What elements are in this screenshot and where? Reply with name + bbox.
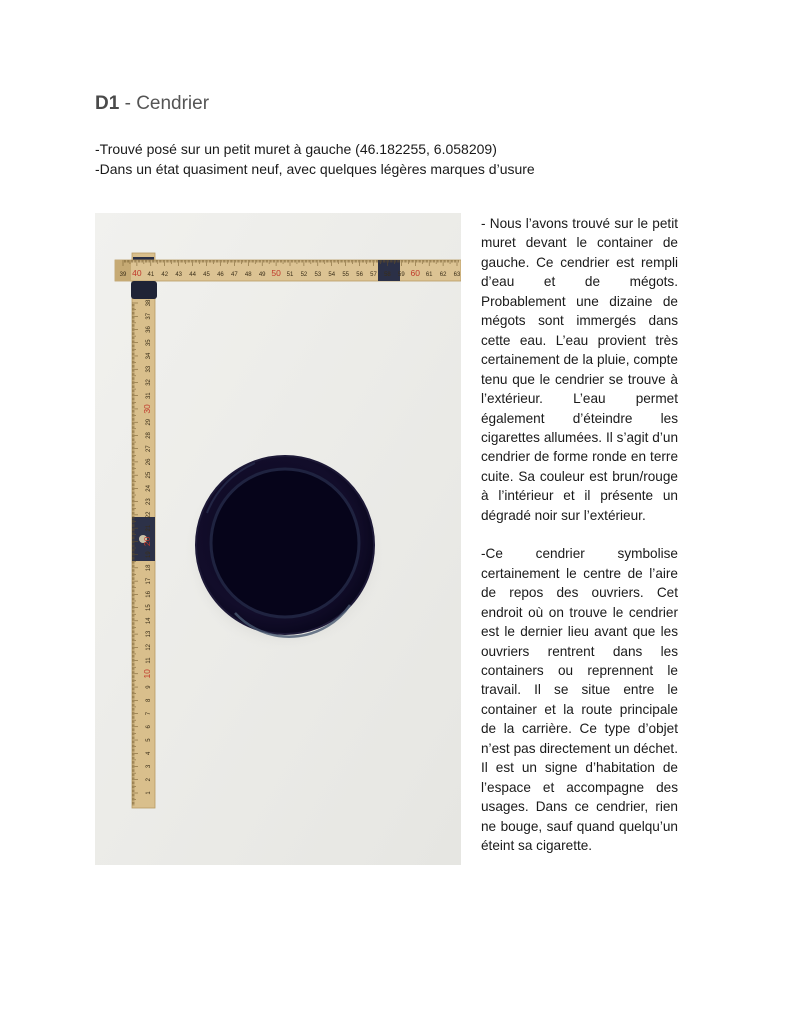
ruler-corner-clip [131, 281, 157, 299]
ruler-label: 44 [189, 272, 196, 278]
ruler-label: 60 [410, 268, 420, 278]
ruler-label: 33 [146, 365, 152, 373]
ruler-label: 18 [146, 564, 152, 572]
ruler-label: 50 [271, 268, 281, 278]
ruler-label: 6 [146, 725, 152, 729]
ruler-label: 36 [146, 326, 152, 333]
ruler-label: 54 [328, 272, 336, 278]
ruler-label: 48 [244, 272, 252, 278]
ruler-label: 46 [217, 272, 224, 278]
ashtray-photo [95, 213, 461, 865]
ruler-label: 16 [146, 591, 152, 598]
ruler-label: 45 [203, 272, 210, 278]
ruler-label: 4 [146, 751, 152, 755]
ruler-label: 41 [147, 272, 155, 278]
ruler-label: 55 [342, 272, 350, 278]
ruler-label: 31 [146, 392, 152, 400]
ruler-label: 43 [175, 272, 183, 278]
ruler-label: 9 [146, 685, 152, 689]
ruler-label: 42 [161, 272, 169, 278]
ruler-label: 61 [425, 272, 433, 278]
ruler-label: 23 [146, 498, 152, 505]
ruler-label: 34 [146, 352, 152, 360]
ruler-label: 53 [314, 272, 322, 278]
ruler-label: 63 [453, 272, 461, 278]
ruler-label: 52 [300, 272, 308, 278]
ruler-label: 13 [146, 630, 152, 638]
ruler-label: 10 [142, 669, 152, 679]
interpretation-paragraph: -Ce cendrier symbolise certainement le centre de l’aire de repos des ouvriers. Cet endroit où on trouve le cendrier est le dernier lieu avant que les ouvriers rentrent dans les containers ou reprennent le travail. Il se situe entre le container et la route principale de la carrière. Ce type d’objet n’est pas directement un déchet. Il est un signe d’habitation de l’espace et accompagne des usages. Dans ce cendrier, rien ne bouge, sauf quand quelqu’un éteint sa cigarette. [481, 546, 678, 854]
ruler-label: 57 [370, 272, 377, 278]
ashtray-bowl [185, 455, 385, 651]
ruler-label: 51 [286, 272, 294, 278]
ruler-label: 8 [146, 698, 152, 702]
ruler-label: 12 [146, 643, 152, 651]
ruler-label: 28 [146, 432, 152, 439]
ruler-label: 37 [146, 312, 152, 320]
ruler-label: 39 [119, 272, 127, 278]
ruler-label: 62 [439, 272, 447, 278]
ruler-label: 47 [230, 272, 238, 278]
ruler-label: 26 [146, 458, 152, 466]
ruler-label: 49 [258, 272, 266, 278]
ashtray-inner-rim [211, 469, 359, 617]
vertical-ruler [132, 253, 155, 808]
ruler-label: 1 [146, 791, 152, 795]
ruler-label: 22 [146, 511, 152, 519]
ruler-label: 19 [146, 551, 152, 558]
ruler-label: 30 [142, 404, 152, 414]
ruler-label: 5 [146, 738, 152, 742]
ruler-label: 59 [397, 272, 405, 278]
ruler-label: 21 [146, 524, 152, 532]
ruler-label: 15 [146, 604, 152, 611]
ruler-label: 58 [384, 272, 391, 278]
ruler-label: 27 [146, 445, 152, 453]
intro-condition-line: -Dans un état quasiment neuf, avec quelques légères marques d’usure [95, 161, 535, 177]
ruler-label: 14 [146, 617, 152, 625]
intro-location-line: -Trouvé posé sur un petit muret à gauche (46.182255, 6.058209) [95, 141, 497, 157]
item-code: D1 [95, 93, 120, 114]
ruler-label: 56 [356, 272, 363, 278]
page-title [95, 93, 209, 115]
intro-notes [95, 139, 535, 179]
ruler-label: 29 [146, 418, 152, 426]
ruler-label: 11 [146, 657, 152, 664]
ruler-label: 2 [146, 778, 152, 782]
description-text [481, 214, 678, 875]
ruler-label: 32 [146, 379, 152, 386]
description-paragraph: - Nous l’avons trouvé sur le petit muret devant le container de gauche. Ce cendrier est rempli d’eau et de mégots. Probablement une dizaine de mégots sont immergés dans cette eau. L’eau provient très certainement de la pluie, compte tenu que le cendrier se trouve à l’extérieur. L’eau permet également d’éteindre les cigarettes allumées. Il s’agit d’un cendrier de forme ronde en terre cuite. Sa couleur est brun/rouge à l’intérieur et il présente un dégradé noir sur l’extérieur. [481, 216, 678, 523]
ruler-label: 17 [146, 577, 152, 585]
ruler-label: 7 [146, 711, 152, 716]
ruler-label: 20 [142, 536, 152, 547]
item-name: Cendrier [136, 93, 210, 114]
ruler-label: 25 [146, 471, 152, 479]
ruler-label: 3 [146, 764, 152, 769]
ruler-label: 35 [146, 339, 152, 347]
ruler-label: 24 [146, 485, 152, 492]
ruler-label: 40 [132, 268, 142, 278]
title-separator: - [119, 93, 137, 114]
ruler-label: 38 [146, 299, 152, 307]
